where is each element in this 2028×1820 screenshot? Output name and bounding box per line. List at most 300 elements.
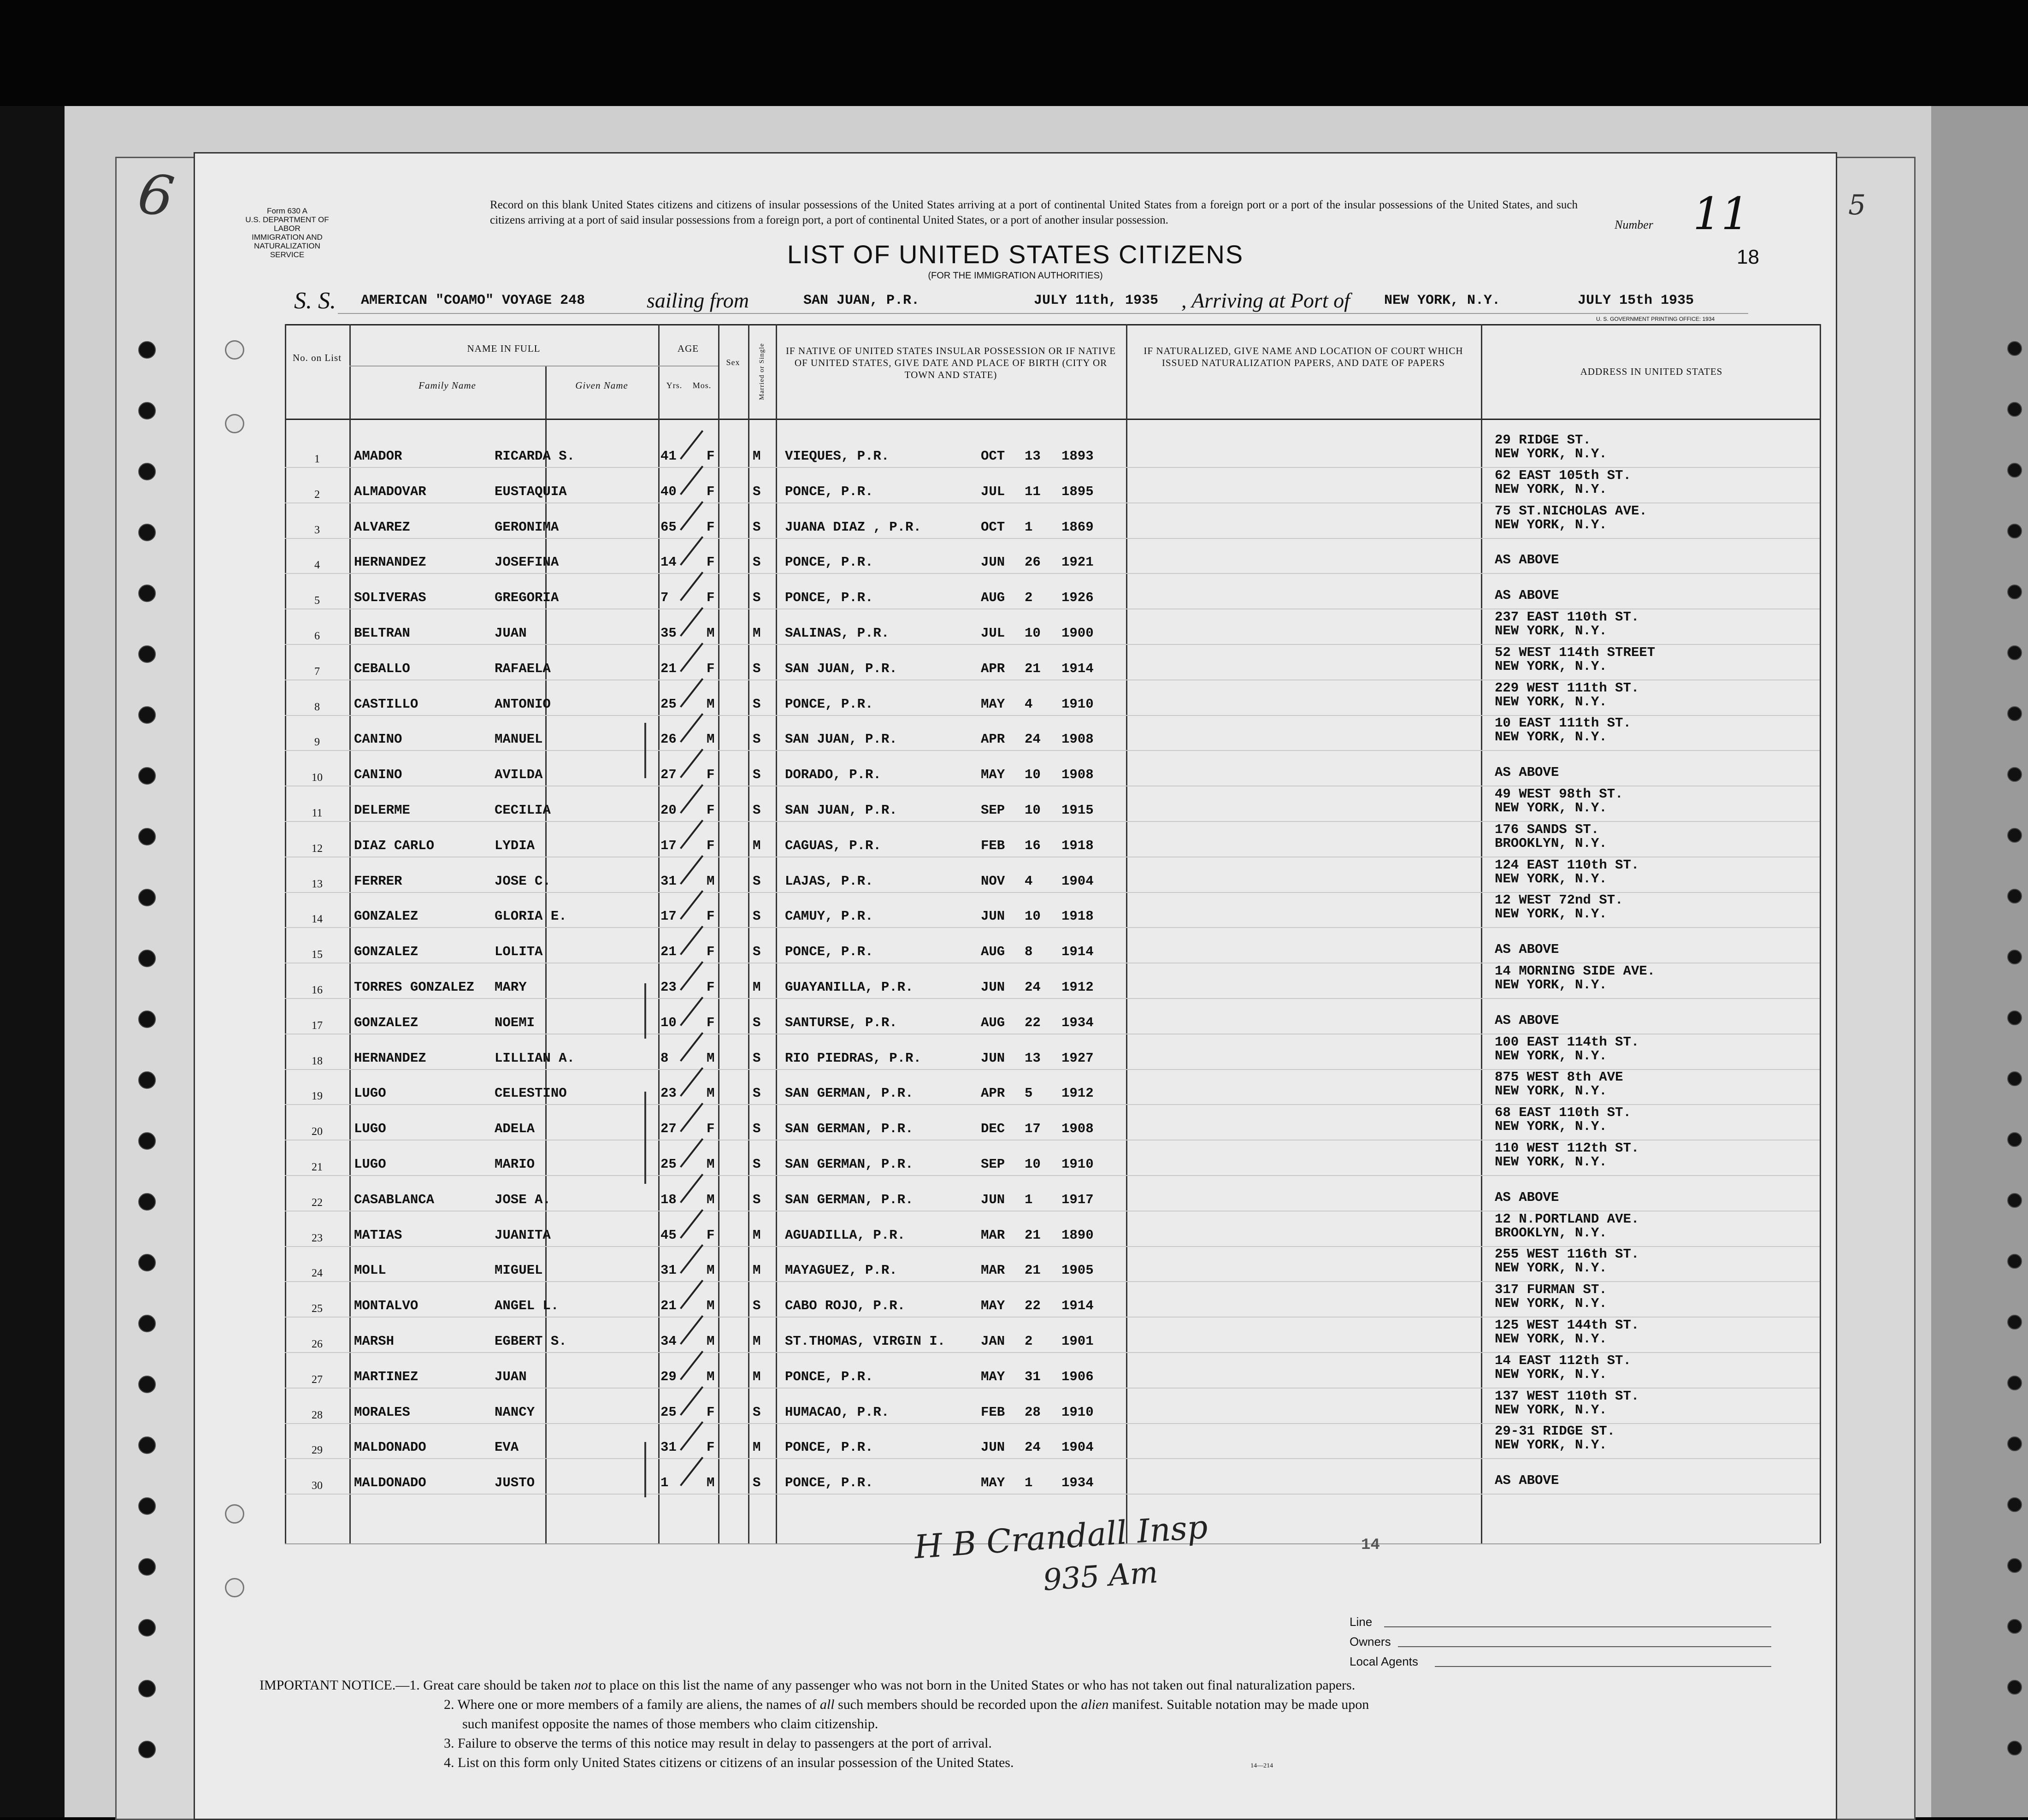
- passenger-no: 8: [314, 701, 320, 713]
- passenger-day: 2: [1025, 590, 1033, 606]
- passenger-address-line2: AS ABOVE: [1495, 765, 1559, 780]
- passenger-month: JUL: [981, 626, 1005, 641]
- passenger-place: SAN JUAN, P.R.: [785, 661, 897, 676]
- passenger-no: 16: [312, 984, 323, 996]
- binder-hole: [2007, 767, 2022, 782]
- check-mark: [680, 678, 703, 708]
- passenger-no: 23: [312, 1232, 323, 1244]
- ship-name: AMERICAN "COAMO" VOYAGE 248: [361, 293, 585, 308]
- passenger-day: 2: [1025, 1334, 1033, 1349]
- binder-hole: [2007, 1071, 2022, 1086]
- passenger-day: 1: [1025, 1475, 1033, 1491]
- passenger-year: 1912: [1061, 1086, 1094, 1101]
- passenger-address-line1: 52 WEST 114th STREET: [1495, 644, 1656, 660]
- binder-hole: [138, 1497, 156, 1515]
- passenger-family: LUGO: [354, 1121, 386, 1137]
- passenger-day: 1: [1025, 1192, 1033, 1207]
- passenger-ms: S: [753, 803, 761, 818]
- check-mark: [680, 1280, 703, 1309]
- binder-hole: [2007, 1376, 2022, 1390]
- passenger-address-line1: 317 FURMAN ST.: [1495, 1282, 1607, 1298]
- passenger-year: 1869: [1061, 519, 1094, 535]
- passenger-ms: S: [753, 519, 761, 535]
- passenger-no: 28: [312, 1409, 323, 1421]
- passenger-age: 21: [660, 661, 677, 676]
- punch-hole: [225, 1578, 244, 1597]
- passenger-family: MALDONADO: [354, 1440, 426, 1455]
- passenger-age: 26: [660, 732, 677, 747]
- binder-hole: [138, 341, 156, 359]
- passenger-given: LOLITA: [495, 944, 543, 960]
- passenger-age: 1: [660, 1475, 669, 1491]
- passenger-ms: M: [753, 1334, 761, 1349]
- passenger-ms: S: [753, 767, 761, 783]
- passenger-place: PONCE, P.R.: [785, 484, 873, 499]
- passenger-ms: M: [753, 838, 761, 853]
- passenger-family: DELERME: [354, 803, 410, 818]
- form-block: Form 630 A U.S. DEPARTMENT OF LABOR IMMIGRATION AND NATURALIZATION SERVICE: [245, 207, 329, 259]
- punch-hole: [225, 1504, 244, 1524]
- passenger-day: 10: [1025, 803, 1041, 818]
- binder-hole: [138, 889, 156, 906]
- margin-mark-left: 6: [134, 161, 178, 230]
- passenger-no: 5: [314, 595, 320, 607]
- binder-hole: [138, 645, 156, 663]
- passenger-day: 16: [1025, 838, 1041, 853]
- passenger-address-line1: 137 WEST 110th ST.: [1495, 1388, 1639, 1404]
- page-title: LIST OF UNITED STATES CITIZENS: [787, 240, 1244, 269]
- passenger-month: JUN: [981, 1192, 1005, 1207]
- family-bracket: [644, 723, 646, 778]
- passenger-no: 24: [312, 1267, 323, 1280]
- passenger-age: 29: [660, 1369, 677, 1384]
- passenger-address-line2: NEW YORK, N.Y.: [1495, 481, 1607, 497]
- passenger-ms: S: [753, 732, 761, 747]
- passenger-age: 25: [660, 1157, 677, 1172]
- check-mark: [680, 1421, 703, 1451]
- binder-hole: [2007, 341, 2022, 356]
- passenger-month: SEP: [981, 803, 1005, 818]
- passenger-given: JUANITA: [495, 1227, 551, 1243]
- passenger-address-line2: AS ABOVE: [1495, 1012, 1559, 1028]
- check-mark: [680, 820, 703, 849]
- binder-hole: [138, 463, 156, 480]
- passenger-ms: S: [753, 944, 761, 960]
- binder-hole: [2007, 1680, 2022, 1695]
- passenger-family: BELTRAN: [354, 626, 410, 641]
- family-bracket: [644, 1442, 646, 1497]
- passenger-family: GONZALEZ: [354, 1015, 419, 1030]
- page-number: 18: [1737, 246, 1759, 268]
- passenger-address-line1: 68 EAST 110th ST.: [1495, 1105, 1631, 1121]
- passenger-ms: S: [753, 590, 761, 606]
- passenger-age: 27: [660, 1121, 677, 1137]
- passenger-family: MOLL: [354, 1263, 386, 1278]
- passenger-address-line1: 100 EAST 114th ST.: [1495, 1034, 1639, 1050]
- passenger-year: 1908: [1061, 732, 1094, 747]
- passenger-place: PONCE, P.R.: [785, 1369, 873, 1384]
- sailing-from-value: SAN JUAN, P.R.: [803, 293, 920, 308]
- passenger-address-line1: 124 EAST 110th ST.: [1495, 857, 1639, 873]
- passenger-day: 21: [1025, 1227, 1041, 1243]
- passenger-given: RAFAELA: [495, 661, 551, 676]
- margin-mark-right: 5: [1848, 189, 1866, 221]
- passenger-sex: F: [707, 803, 715, 818]
- passenger-given: MIGUEL: [495, 1263, 543, 1278]
- number-value: 11: [1693, 188, 1750, 240]
- family-bracket: [644, 1092, 646, 1184]
- passenger-month: MAY: [981, 696, 1005, 712]
- passenger-sex: F: [707, 590, 715, 606]
- check-mark: [680, 607, 703, 637]
- passenger-given: LILLIAN A.: [495, 1050, 575, 1066]
- passenger-age: 17: [660, 838, 677, 853]
- passenger-month: APR: [981, 1086, 1005, 1101]
- passenger-age: 25: [660, 696, 677, 712]
- passenger-address-line2: AS ABOVE: [1495, 552, 1559, 568]
- passenger-age: 27: [660, 767, 677, 783]
- passenger-place: PONCE, P.R.: [785, 696, 873, 712]
- passenger-ms: S: [753, 555, 761, 570]
- binder-hole: [2007, 1558, 2022, 1573]
- passenger-address-line2: NEW YORK, N.Y.: [1495, 446, 1607, 461]
- check-mark: [680, 784, 703, 814]
- passenger-no: 12: [312, 842, 323, 855]
- passenger-sex: F: [707, 484, 715, 499]
- passenger-sex: M: [707, 1086, 715, 1101]
- passenger-month: AUG: [981, 590, 1005, 606]
- passenger-given: EGBERT S.: [495, 1334, 567, 1349]
- check-mark: [680, 926, 703, 955]
- passenger-age: 18: [660, 1192, 677, 1207]
- passenger-given: AVILDA: [495, 767, 543, 783]
- passenger-year: 1917: [1061, 1192, 1094, 1207]
- passenger-year: 1927: [1061, 1050, 1094, 1066]
- passenger-day: 26: [1025, 555, 1041, 570]
- passenger-place: PONCE, P.R.: [785, 1440, 873, 1455]
- passenger-family: MALDONADO: [354, 1475, 426, 1491]
- col-sex: Sex: [726, 358, 740, 367]
- passenger-month: MAR: [981, 1227, 1005, 1243]
- passenger-family: HERNANDEZ: [354, 1050, 426, 1066]
- passenger-ms: S: [753, 484, 761, 499]
- punch-hole: [225, 340, 244, 360]
- passenger-given: RICARDA S.: [495, 449, 575, 464]
- check-mark: [680, 1032, 703, 1062]
- passenger-place: SAN JUAN, P.R.: [785, 732, 897, 747]
- passenger-year: 1918: [1061, 838, 1094, 853]
- passenger-given: EVA: [495, 1440, 519, 1455]
- passenger-ms: M: [753, 1227, 761, 1243]
- passenger-month: AUG: [981, 1015, 1005, 1030]
- passenger-place: CAGUAS, P.R.: [785, 838, 881, 853]
- passenger-age: 25: [660, 1404, 677, 1420]
- passenger-month: OCT: [981, 449, 1005, 464]
- passenger-place: PONCE, P.R.: [785, 590, 873, 606]
- passenger-ms: M: [753, 1263, 761, 1278]
- passenger-ms: S: [753, 909, 761, 924]
- passenger-month: SEP: [981, 1157, 1005, 1172]
- passenger-no: 4: [314, 559, 320, 572]
- passenger-year: 1914: [1061, 661, 1094, 676]
- passenger-ms: S: [753, 1015, 761, 1030]
- passenger-day: 8: [1025, 944, 1033, 960]
- binder-hole: [138, 1436, 156, 1454]
- passenger-place: GUAYANILLA, P.R.: [785, 980, 914, 995]
- passenger-sex: M: [707, 1263, 715, 1278]
- passenger-year: 1904: [1061, 873, 1094, 889]
- passenger-ms: S: [753, 1404, 761, 1420]
- passenger-age: 14: [660, 555, 677, 570]
- passenger-address-line1: 10 EAST 111th ST.: [1495, 715, 1631, 731]
- binder-hole: [2007, 1010, 2022, 1025]
- passenger-year: 1915: [1061, 803, 1094, 818]
- binder-hole: [2007, 706, 2022, 721]
- passenger-month: MAY: [981, 1369, 1005, 1384]
- passenger-month: JAN: [981, 1334, 1005, 1349]
- passenger-sex: M: [707, 732, 715, 747]
- binder-hole: [138, 706, 156, 724]
- passenger-given: JOSE A.: [495, 1192, 551, 1207]
- check-mark: [680, 890, 703, 920]
- passenger-family: CANINO: [354, 767, 402, 783]
- passenger-family: LUGO: [354, 1086, 386, 1101]
- passenger-day: 10: [1025, 767, 1041, 783]
- passenger-sex: F: [707, 449, 715, 464]
- check-mark: [680, 1457, 703, 1486]
- number-label: Number: [1615, 218, 1653, 231]
- passenger-given: MARIO: [495, 1157, 535, 1172]
- passenger-address-line2: NEW YORK, N.Y.: [1495, 906, 1607, 922]
- passenger-ms: S: [753, 1192, 761, 1207]
- passenger-place: MAYAGUEZ, P.R.: [785, 1263, 897, 1278]
- passenger-age: 21: [660, 944, 677, 960]
- col-no-on-list: No. on List: [292, 352, 342, 363]
- passenger-family: DIAZ CARLO: [354, 838, 435, 853]
- passenger-year: 1921: [1061, 555, 1094, 570]
- passenger-month: FEB: [981, 838, 1005, 853]
- passenger-sex: F: [707, 1121, 715, 1137]
- col-address: ADDRESS IN UNITED STATES: [1580, 366, 1723, 377]
- passenger-year: 1900: [1061, 626, 1094, 641]
- passenger-month: JUN: [981, 1440, 1005, 1455]
- passenger-month: JUN: [981, 909, 1005, 924]
- local-agents-label: Local Agents: [1350, 1655, 1418, 1668]
- passenger-place: PONCE, P.R.: [785, 555, 873, 570]
- passenger-given: ANTONIO: [495, 696, 551, 712]
- check-mark: [680, 572, 703, 601]
- binder-hole: [2007, 828, 2022, 843]
- passenger-sex: F: [707, 980, 715, 995]
- binder-hole: [2007, 889, 2022, 904]
- binder-hole: [2007, 1741, 2022, 1755]
- row-divider: [285, 1458, 1820, 1459]
- passenger-no: 13: [312, 878, 323, 890]
- owners-label: Owners: [1350, 1635, 1391, 1649]
- passenger-age: 40: [660, 484, 677, 499]
- passenger-sex: F: [707, 838, 715, 853]
- binder-hole: [2007, 1619, 2022, 1634]
- passenger-address-line2: BROOKLYN, N.Y.: [1495, 835, 1607, 851]
- passenger-year: 1910: [1061, 1157, 1094, 1172]
- binder-hole: [2007, 1132, 2022, 1147]
- passenger-age: 10: [660, 1015, 677, 1030]
- punch-hole: [225, 414, 244, 433]
- passenger-year: 1901: [1061, 1334, 1094, 1349]
- binder-hole: [138, 1376, 156, 1393]
- check-mark: [680, 501, 703, 531]
- passenger-place: ST.THOMAS, VIRGIN I.: [785, 1334, 946, 1349]
- passenger-ms: S: [753, 1157, 761, 1172]
- passenger-given: GLORIA E.: [495, 909, 567, 924]
- passenger-address-line2: AS ABOVE: [1495, 1473, 1559, 1489]
- passenger-address-line1: 29 RIDGE ST.: [1495, 432, 1591, 448]
- passenger-age: 31: [660, 1440, 677, 1455]
- binder-hole: [138, 1193, 156, 1211]
- passenger-day: 1: [1025, 519, 1033, 535]
- passenger-place: VIEQUES, P.R.: [785, 449, 890, 464]
- passenger-address-line2: NEW YORK, N.Y.: [1495, 623, 1607, 638]
- passenger-no: 7: [314, 665, 320, 678]
- arriving-label: , Arriving at Port of: [1181, 289, 1350, 312]
- passenger-year: 1895: [1061, 484, 1094, 499]
- binder-hole: [2007, 585, 2022, 599]
- passenger-family: CASABLANCA: [354, 1192, 435, 1207]
- binder-hole: [2007, 1315, 2022, 1330]
- passenger-given: CECILIA: [495, 803, 551, 818]
- passenger-family: LUGO: [354, 1157, 386, 1172]
- passenger-sex: M: [707, 1369, 715, 1384]
- passenger-place: SAN JUAN, P.R.: [785, 803, 897, 818]
- passenger-address-line2: NEW YORK, N.Y.: [1495, 517, 1607, 532]
- passenger-address-line1: 229 WEST 111th ST.: [1495, 680, 1639, 696]
- passenger-sex: F: [707, 1015, 715, 1030]
- passenger-address-line2: AS ABOVE: [1495, 942, 1559, 957]
- passenger-no: 26: [312, 1338, 323, 1350]
- passenger-address-line2: NEW YORK, N.Y.: [1495, 1260, 1607, 1276]
- passenger-no: 19: [312, 1090, 323, 1103]
- passenger-given: JUAN: [495, 1369, 527, 1384]
- passenger-no: 1: [314, 453, 320, 465]
- passenger-no: 9: [314, 736, 320, 749]
- passenger-day: 22: [1025, 1298, 1041, 1314]
- binder-hole: [138, 402, 156, 420]
- row-divider: [285, 998, 1820, 999]
- passenger-month: JUN: [981, 980, 1005, 995]
- passenger-month: APR: [981, 732, 1005, 747]
- passenger-age: 17: [660, 909, 677, 924]
- binder-hole: [138, 767, 156, 785]
- passenger-place: CAMUY, P.R.: [785, 909, 873, 924]
- col-given-name: Given Name: [575, 380, 628, 391]
- passenger-address-line2: NEW YORK, N.Y.: [1495, 1048, 1607, 1064]
- passenger-age: 35: [660, 626, 677, 641]
- passenger-family: MATIAS: [354, 1227, 402, 1243]
- passenger-year: 1934: [1061, 1475, 1094, 1491]
- passenger-age: 8: [660, 1050, 669, 1066]
- binder-hole: [138, 1741, 156, 1758]
- ship-prefix: S. S.: [294, 288, 336, 314]
- passenger-address-line2: NEW YORK, N.Y.: [1495, 977, 1607, 993]
- notice-item-4: 4. List on this form only United States citizens or citizens of an insular possession of the United States.: [444, 1755, 1014, 1770]
- passenger-family: TORRES GONZALEZ: [354, 980, 475, 995]
- passenger-address-line2: NEW YORK, N.Y.: [1495, 1437, 1607, 1453]
- passenger-place: PONCE, P.R.: [785, 1475, 873, 1491]
- passenger-day: 13: [1025, 449, 1041, 464]
- passenger-family: ALMADOVAR: [354, 484, 426, 499]
- passenger-sex: F: [707, 1440, 715, 1455]
- passenger-age: 23: [660, 1086, 677, 1101]
- check-mark: [680, 1103, 703, 1132]
- notice-item-1: IMPORTANT NOTICE.—1. Great care should be taken not to place on this list the name of any passenger who was not born in the United States or who has not taken out final naturalization papers.: [259, 1678, 1356, 1693]
- passenger-given: ANGEL L.: [495, 1298, 559, 1314]
- notice-item-3: 3. Failure to observe the terms of this notice may result in delay to passengers at the port of arrival.: [444, 1736, 992, 1751]
- passenger-month: NOV: [981, 873, 1005, 889]
- check-mark: [680, 713, 703, 743]
- passenger-month: MAY: [981, 767, 1005, 783]
- passenger-sex: F: [707, 1404, 715, 1420]
- passenger-day: 4: [1025, 873, 1033, 889]
- check-mark: [680, 1209, 703, 1239]
- passenger-no: 18: [312, 1055, 323, 1067]
- check-mark: [680, 1244, 703, 1274]
- manifest-page: [194, 152, 1837, 1820]
- record-note: Record on this blank United States citizens and citizens of insular possessions of the United States arriving at a port of continental United States from a foreign port or a port of the insular possessions of the United States, and such citizens arriving at a port of said insular possessions from a foreign port, a port of continental United States, or a port of another insular possession.: [490, 199, 1578, 226]
- passenger-no: 29: [312, 1444, 323, 1457]
- passenger-place: JUANA DIAZ , P.R.: [785, 519, 921, 535]
- binder-hole: [2007, 524, 2022, 538]
- binder-hole: [138, 1071, 156, 1089]
- passenger-year: 1904: [1061, 1440, 1094, 1455]
- passenger-sex: F: [707, 944, 715, 960]
- passenger-year: 1908: [1061, 1121, 1094, 1137]
- check-mark: [680, 536, 703, 566]
- passenger-day: 21: [1025, 661, 1041, 676]
- passenger-place: SALINAS, P.R.: [785, 626, 890, 641]
- passenger-address-line1: 14 MORNING SIDE AVE.: [1495, 963, 1656, 979]
- passenger-month: FEB: [981, 1404, 1005, 1420]
- row-divider: [285, 927, 1820, 928]
- passenger-family: CEBALLO: [354, 661, 410, 676]
- passenger-month: MAR: [981, 1263, 1005, 1278]
- passenger-address-line1: 125 WEST 144th ST.: [1495, 1318, 1639, 1333]
- check-mark: [680, 430, 703, 460]
- passenger-no: 3: [314, 524, 320, 536]
- passenger-address-line2: NEW YORK, N.Y.: [1495, 1154, 1607, 1170]
- passenger-given: CELESTINO: [495, 1086, 567, 1101]
- passenger-no: 17: [312, 1019, 323, 1032]
- col-yrs: Yrs.: [666, 381, 683, 390]
- check-mark: [680, 466, 703, 495]
- passenger-place: SAN GERMAN, P.R.: [785, 1121, 914, 1137]
- passenger-day: 10: [1025, 626, 1041, 641]
- passenger-family: FERRER: [354, 873, 402, 889]
- passenger-given: JUSTO: [495, 1475, 535, 1491]
- passenger-year: 1893: [1061, 449, 1094, 464]
- passenger-family: MARTINEZ: [354, 1369, 419, 1384]
- binder-hole: [2007, 1254, 2022, 1269]
- col-birth: IF NATIVE OF UNITED STATES INSULAR POSSESSION OR IF NATIVE OF UNITED STATES, GIVE DATE AND PLACE OF BIRTH (CITY OR TOWN AND STATE): [785, 345, 1116, 380]
- passenger-address-line1: 176 SANDS ST.: [1495, 821, 1599, 837]
- passenger-no: 15: [312, 949, 323, 961]
- row-divider: [285, 538, 1820, 539]
- passenger-given: MANUEL: [495, 732, 543, 747]
- check-mark: [680, 749, 703, 778]
- passenger-ms: S: [753, 1086, 761, 1101]
- passenger-given: JUAN: [495, 626, 527, 641]
- passenger-year: 1914: [1061, 944, 1094, 960]
- passenger-sex: M: [707, 1050, 715, 1066]
